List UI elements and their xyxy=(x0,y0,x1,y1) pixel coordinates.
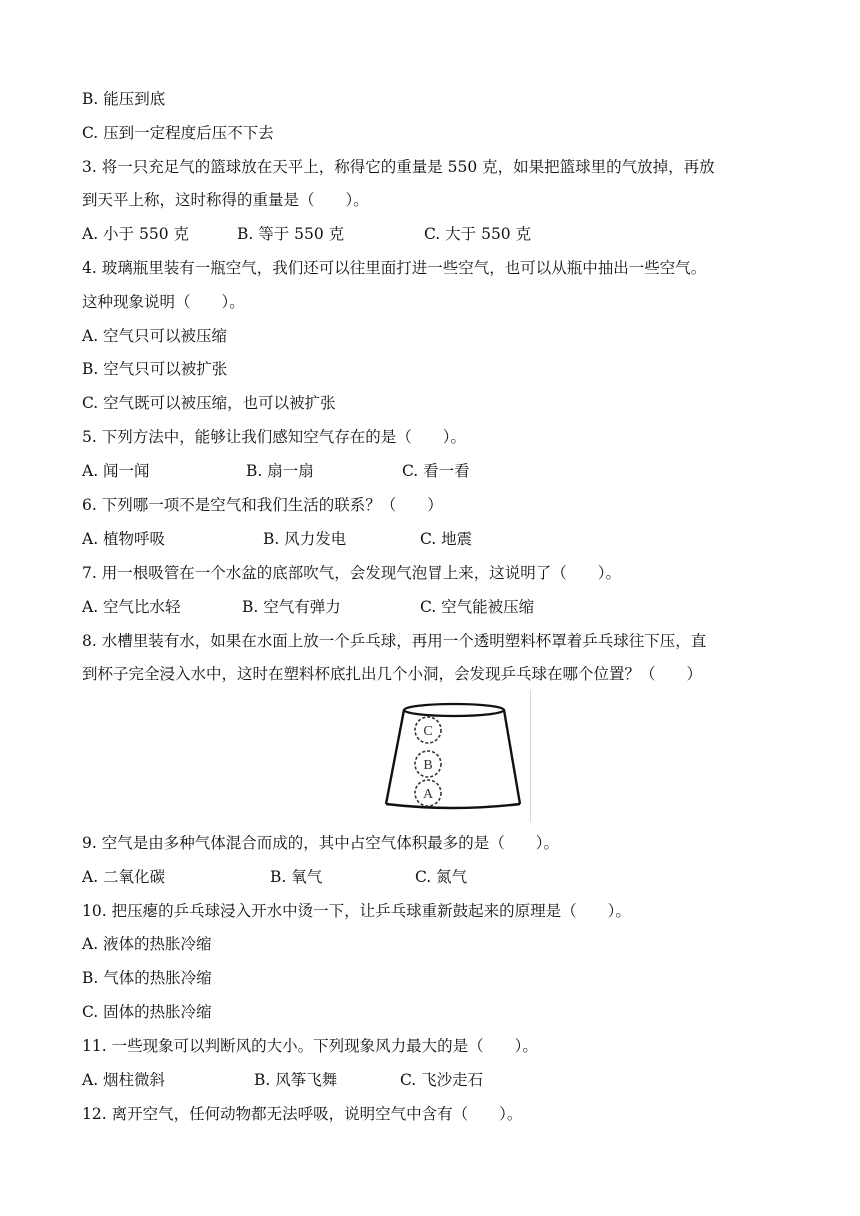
q5-option-c: C. 看一看 xyxy=(402,462,470,480)
q4-option-a: A. 空气只可以被压缩 xyxy=(82,327,228,345)
ball-b-label: B xyxy=(423,758,433,773)
q7-option-b: B. 空气有弹力 xyxy=(242,598,341,616)
q6-option-c: C. 地震 xyxy=(420,530,473,548)
question-12: 12. 离开空气，任何动物都无法呼吸，说明空气中含有（ ）。 xyxy=(82,1105,523,1123)
q11-option-b: B. 风筝飞舞 xyxy=(254,1071,338,1089)
q9-option-c: C. 氮气 xyxy=(415,868,468,886)
question-9-options xyxy=(82,866,467,888)
cup-bottom-ellipse xyxy=(404,704,504,716)
q10-option-b: B. 气体的热胀冷缩 xyxy=(82,969,212,987)
q6-option-b: B. 风力发电 xyxy=(263,530,347,548)
q9-option-a: A. 二氧化碳 xyxy=(82,868,166,886)
q6-option-a: A. 植物呼吸 xyxy=(82,530,166,548)
q3-option-b: B. 等于 550 克 xyxy=(237,225,345,243)
q5-option-a: A. 闻一闻 xyxy=(82,462,150,480)
question-7-options xyxy=(82,596,534,618)
q10-option-c: C. 固体的热胀冷缩 xyxy=(82,1003,212,1021)
q7-option-c: C. 空气能被压缩 xyxy=(420,598,535,616)
cup-diagram xyxy=(378,694,538,824)
question-6-options xyxy=(82,528,472,550)
option-c-prev: C. 压到一定程度后压不下去 xyxy=(82,124,274,142)
question-3-options xyxy=(82,223,531,245)
ball-b xyxy=(415,751,441,777)
cup-figure xyxy=(378,694,538,824)
ball-c xyxy=(415,717,441,743)
q10-option-a: A. 液体的热胀冷缩 xyxy=(82,935,212,953)
cup-left-side xyxy=(386,710,404,804)
question-8-line-1: 8. 水槽里装有水，如果在水面上放一个乒乓球，再用一个透明塑料杯罩着乒乓球往下压，直 xyxy=(82,632,707,650)
question-5: 5. 下列方法中，能够让我们感知空气存在的是（ ）。 xyxy=(82,428,466,446)
question-4-line-2: 这种现象说明（ ）。 xyxy=(82,293,245,311)
q4-option-c: C. 空气既可以被压缩，也可以被扩张 xyxy=(82,394,336,412)
question-9: 9. 空气是由多种气体混合而成的，其中占空气体积最多的是（ ）。 xyxy=(82,834,559,852)
question-3-line-1: 3. 将一只充足气的篮球放在天平上，称得它的重量是 550 克，如果把篮球里的气放掉，再放 xyxy=(82,158,715,176)
question-3-line-2: 到天平上称，这时称得的重量是（ ）。 xyxy=(82,191,369,209)
divider-line xyxy=(530,690,531,822)
ball-a-label: A xyxy=(422,787,434,802)
q7-option-a: A. 空气比水轻 xyxy=(82,598,181,616)
question-5-options xyxy=(82,460,470,482)
question-4-line-1: 4. 玻璃瓶里装有一瓶空气，我们还可以往里面打进一些空气，也可以从瓶中抽出一些空气。 xyxy=(82,259,707,277)
option-b-prev: B. 能压到底 xyxy=(82,90,166,108)
q5-option-b: B. 扇一扇 xyxy=(246,462,314,480)
q11-option-c: C. 飞沙走石 xyxy=(400,1071,484,1089)
q9-option-b: B. 氧气 xyxy=(270,868,323,886)
question-6: 6. 下列哪一项不是空气和我们生活的联系？（ ） xyxy=(82,496,443,514)
ball-c-label: C xyxy=(423,724,433,739)
q4-option-b: B. 空气只可以被扩张 xyxy=(82,360,228,378)
question-11-options xyxy=(82,1069,483,1091)
question-7: 7. 用一根吸管在一个水盆的底部吹气，会发现气泡冒上来，这说明了（ ）。 xyxy=(82,564,621,582)
question-10: 10. 把压瘪的乒乓球浸入开水中烫一下，让乒乓球重新鼓起来的原理是（ ）。 xyxy=(82,902,631,920)
question-11: 11. 一些现象可以判断风的大小。下列现象风力最大的是（ ）。 xyxy=(82,1037,538,1055)
q3-option-c: C. 大于 550 克 xyxy=(424,225,532,243)
ball-a xyxy=(415,780,441,806)
cup-right-side xyxy=(504,710,520,804)
q3-option-a: A. 小于 550 克 xyxy=(82,225,189,243)
q11-option-a: A. 烟柱微斜 xyxy=(82,1071,166,1089)
cup-rim xyxy=(386,804,520,808)
question-8-line-2: 到杯子完全浸入水中，这时在塑料杯底扎出几个小洞，会发现乒乓球在哪个位置？（ ） xyxy=(82,665,703,683)
